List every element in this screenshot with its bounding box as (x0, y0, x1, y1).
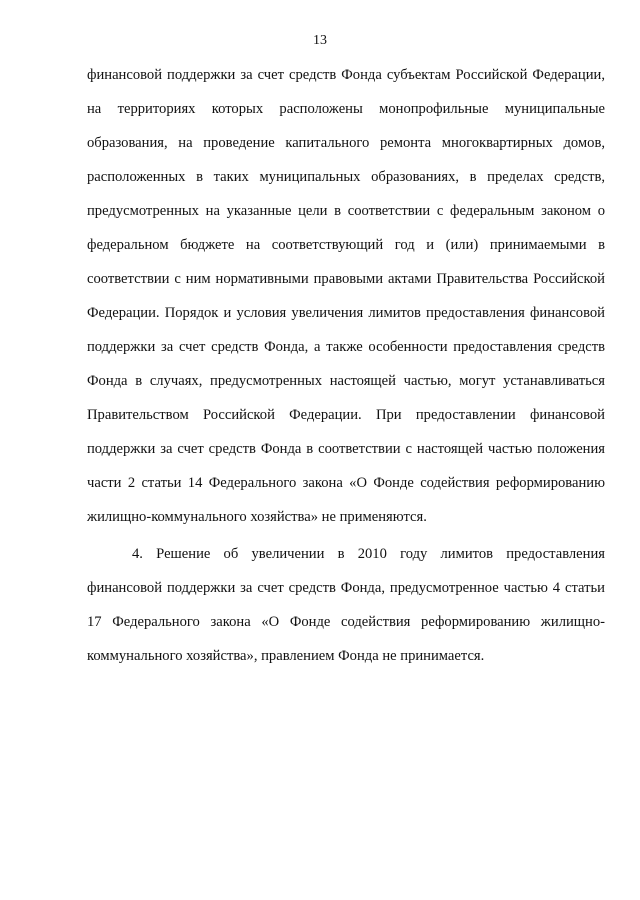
page-number: 13 (313, 33, 327, 48)
document-body (87, 58, 605, 673)
paragraph-continued: финансовой поддержки за счет средств Фонда субъектам Российской Федерации, на территориях которых расположены монопрофильные муниципальные образования, на проведение капитального ремонта многоквартирных домов, расположенных в таких муниципальных образованиях, в пределах средств, предусмотренных на указанные цели в соответствии с федеральным законом о федеральном бюджете на соответствующий год и (или) принимаемыми в соответствии с ним нормативными правовыми актами Правительства Российской Федерации. Порядок и условия увеличения лимитов предоставления финансовой поддержки за счет средств Фонда, а также особенности предоставления средств Фонда в случаях, предусмотренных настоящей частью, могут устанавливаться Правительством Российской Федерации. При предоставлении финансовой поддержки за счет средств Фонда в соответствии с настоящей частью положения части 2 статьи 14 Федерального закона «О Фонде содействия реформированию жилищно-коммунального хозяйства» не применяются. (87, 67, 605, 525)
paragraph-item-4: 4. Решение об увеличении в 2010 году лимитов предоставления финансовой поддержки за счет средств Фонда, предусмотренное частью 4 статьи 17 Федерального закона «О Фонде содействия реформированию жилищно-коммунального хозяйства», правлением Фонда не принимается. (87, 546, 605, 664)
